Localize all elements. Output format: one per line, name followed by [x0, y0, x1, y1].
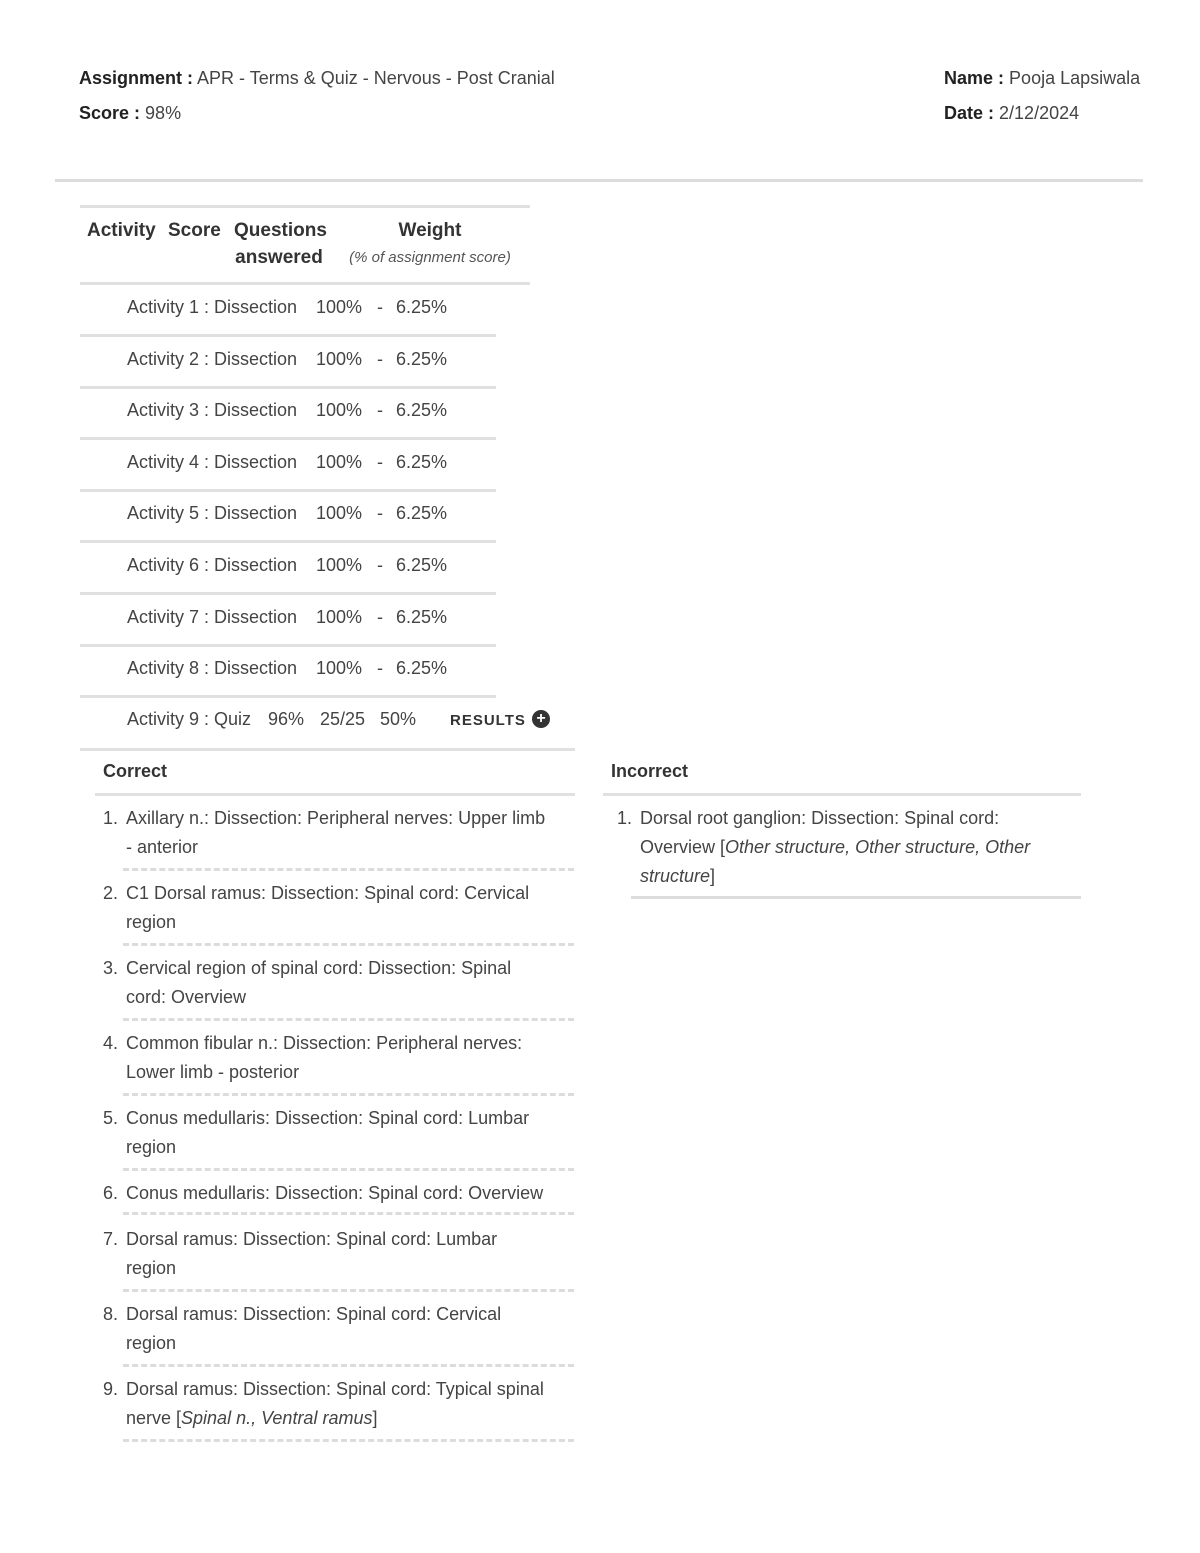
col-header-score: Score: [168, 220, 221, 241]
correct-item-line1: Dorsal ramus: Dissection: Spinal cord: Cervical: [126, 1304, 502, 1324]
correct-item-text: [126, 1375, 544, 1433]
incorrect-line2-italic: Other structure, Other structure, Other: [725, 837, 1031, 857]
col-header-weight: [336, 217, 524, 271]
score-cell: 100%: [316, 503, 363, 524]
incorrect-line3-italic: structure: [640, 866, 711, 886]
correct-item-border: [123, 1168, 574, 1171]
assignment-line: [79, 68, 555, 89]
table-row-quiz: [80, 697, 575, 751]
correct-item-number: 6.: [102, 1183, 118, 1203]
weight-cell: 6.25%: [396, 297, 448, 317]
correct-item-border: [123, 868, 574, 871]
activity-cell: Activity 2 : Dissection: [127, 348, 298, 369]
incorrect-heading: Incorrect: [611, 761, 689, 781]
weight-cell: 6.25%: [396, 503, 448, 524]
correct-item-line1: Dorsal ramus: Dissection: Spinal cord: Lumbar: [126, 1229, 498, 1249]
incorrect-heading-border: [603, 793, 1081, 796]
date-value: 2/12/2024: [999, 103, 1080, 123]
assignment-value: APR - Terms & Quiz - Nervous - Post Cranial: [197, 68, 555, 88]
correct-line2-italic: Spinal n., Ventral ramus: [181, 1408, 373, 1428]
col-header-weight-sub: (% of assignment score): [349, 249, 511, 266]
quiz-score: 96%: [268, 709, 305, 729]
correct-line2-post: ]: [372, 1408, 378, 1428]
header-divider: [55, 179, 1143, 182]
weight-cell: 6.25%: [396, 555, 448, 575]
correct-item-line1: Dorsal ramus: Dissection: Spinal cord: Typical spinal: [126, 1379, 544, 1399]
correct-item-text: [126, 1029, 522, 1087]
quiz-weight: 50%: [380, 709, 417, 729]
quiz-questions: 25/25: [320, 709, 366, 729]
questions-cell: -: [377, 348, 383, 369]
questions-cell: -: [377, 658, 383, 679]
questions-cell: -: [377, 297, 383, 317]
quiz-activity: Activity 9 : Quiz: [127, 709, 252, 729]
correct-item-number: 5.: [102, 1108, 118, 1128]
activity-cell: Activity 7 : Dissection: [127, 606, 298, 627]
incorrect-item-number: 1.: [616, 808, 632, 828]
correct-item-line1: Axillary n.: Dissection: Peripheral nerves: Upper limb: [126, 808, 546, 828]
col-header-questions: [234, 217, 327, 271]
name-line: [944, 68, 1140, 89]
correct-item-border: [123, 1289, 574, 1292]
correct-item-line2: Lower limb - posterior: [126, 1062, 300, 1082]
score-label: Score :: [79, 103, 141, 123]
correct-item-border: [123, 1364, 574, 1367]
table-row: [80, 335, 496, 389]
incorrect-item-border: [631, 896, 1081, 899]
correct-item-line1: Cervical region of spinal cord: Dissection: Spinal: [126, 958, 512, 978]
activity-cell: Activity 1 : Dissection: [127, 297, 298, 317]
plus-circle-icon[interactable]: +: [532, 710, 550, 728]
correct-item-number: 2.: [102, 883, 118, 903]
correct-item-line2: region: [126, 1258, 177, 1278]
table-row: [80, 644, 496, 698]
correct-item-number: 7.: [102, 1229, 118, 1249]
correct-item-number: 1.: [102, 808, 118, 828]
correct-item-number: 3.: [102, 958, 118, 978]
assignment-label: Assignment :: [79, 68, 194, 88]
correct-item-line2: region: [126, 912, 177, 932]
correct-line2-pre: nerve [: [126, 1408, 182, 1428]
table-row: [80, 283, 496, 337]
score-cell: 100%: [316, 297, 363, 317]
correct-item-number: 9.: [102, 1379, 118, 1399]
table-row: [80, 489, 496, 543]
correct-item-text: [126, 1179, 543, 1208]
correct-item-line2: [126, 1404, 544, 1433]
questions-cell: -: [377, 451, 383, 472]
score-cell: 100%: [316, 400, 363, 421]
questions-cell: -: [377, 606, 383, 627]
correct-item-text: [126, 1225, 497, 1283]
correct-item-text: [126, 804, 545, 862]
questions-cell: -: [377, 503, 383, 524]
table-row: [80, 541, 496, 595]
correct-item-line2: cord: Overview: [126, 987, 247, 1007]
correct-item-line1: Conus medullaris: Dissection: Spinal cord: Overview: [126, 1183, 544, 1203]
correct-item-text: [126, 879, 529, 937]
table-row: [80, 438, 496, 492]
questions-cell: -: [377, 555, 383, 575]
correct-item-border: [123, 1212, 574, 1215]
score-cell: 100%: [316, 451, 363, 472]
incorrect-line2-pre: Overview [: [640, 837, 726, 857]
date-label: Date :: [944, 103, 995, 123]
correct-item-number: 4.: [102, 1033, 118, 1053]
correct-item-text: [126, 954, 511, 1012]
correct-item-text: [126, 1300, 501, 1358]
weight-cell: 6.25%: [396, 348, 448, 369]
correct-heading: Correct: [103, 761, 168, 781]
date-line: [944, 103, 1079, 124]
correct-item-line2: region: [126, 1137, 177, 1157]
correct-item-border: [123, 943, 574, 946]
activity-cell: Activity 8 : Dissection: [127, 658, 298, 679]
correct-item-border: [123, 1018, 574, 1021]
correct-item-line1: Common fibular n.: Dissection: Peripheral nerves:: [126, 1033, 523, 1053]
score-value: 98%: [145, 103, 182, 123]
score-line: [79, 103, 181, 124]
correct-item-border: [123, 1439, 574, 1442]
name-value: Pooja Lapsiwala: [1009, 68, 1141, 88]
score-cell: 100%: [316, 606, 363, 627]
incorrect-item-line2: [640, 833, 1030, 862]
weight-cell: 6.25%: [396, 658, 448, 679]
correct-heading-border: [95, 793, 575, 796]
weight-cell: 6.25%: [396, 451, 448, 472]
activity-cell: Activity 6 : Dissection: [127, 555, 298, 575]
correct-item-line2: - anterior: [126, 837, 199, 857]
incorrect-item-text: [640, 804, 1030, 891]
incorrect-line3-post: ]: [710, 866, 716, 886]
score-cell: 100%: [316, 555, 363, 575]
incorrect-item-line3: [640, 862, 1030, 891]
score-cell: 100%: [316, 348, 363, 369]
col-header-activity: Activity: [87, 220, 156, 241]
correct-item-line1: C1 Dorsal ramus: Dissection: Spinal cord: Cervical: [126, 883, 530, 903]
results-button[interactable]: RESULTS: [450, 712, 526, 729]
correct-item-text: [126, 1104, 529, 1162]
table-row: [80, 386, 496, 440]
weight-cell: 6.25%: [396, 606, 448, 627]
correct-item-number: 8.: [102, 1304, 118, 1324]
correct-item-line2: region: [126, 1333, 177, 1353]
name-label: Name :: [944, 68, 1005, 88]
col-header-weight-text: Weight: [398, 220, 462, 241]
incorrect-item-line1: Dorsal root ganglion: Dissection: Spinal cord:: [640, 808, 1000, 828]
correct-item-line1: Conus medullaris: Dissection: Spinal cord: Lumbar: [126, 1108, 530, 1128]
weight-cell: 6.25%: [396, 400, 448, 421]
activity-cell: Activity 3 : Dissection: [127, 400, 298, 421]
activity-cell: Activity 4 : Dissection: [127, 451, 298, 472]
activity-cell: Activity 5 : Dissection: [127, 503, 298, 524]
score-cell: 100%: [316, 658, 363, 679]
table-top-border: [80, 205, 530, 208]
correct-item-border: [123, 1093, 574, 1096]
col-header-questions-text: Questions answered: [234, 220, 327, 268]
table-row: [80, 593, 496, 647]
questions-cell: -: [377, 400, 383, 421]
